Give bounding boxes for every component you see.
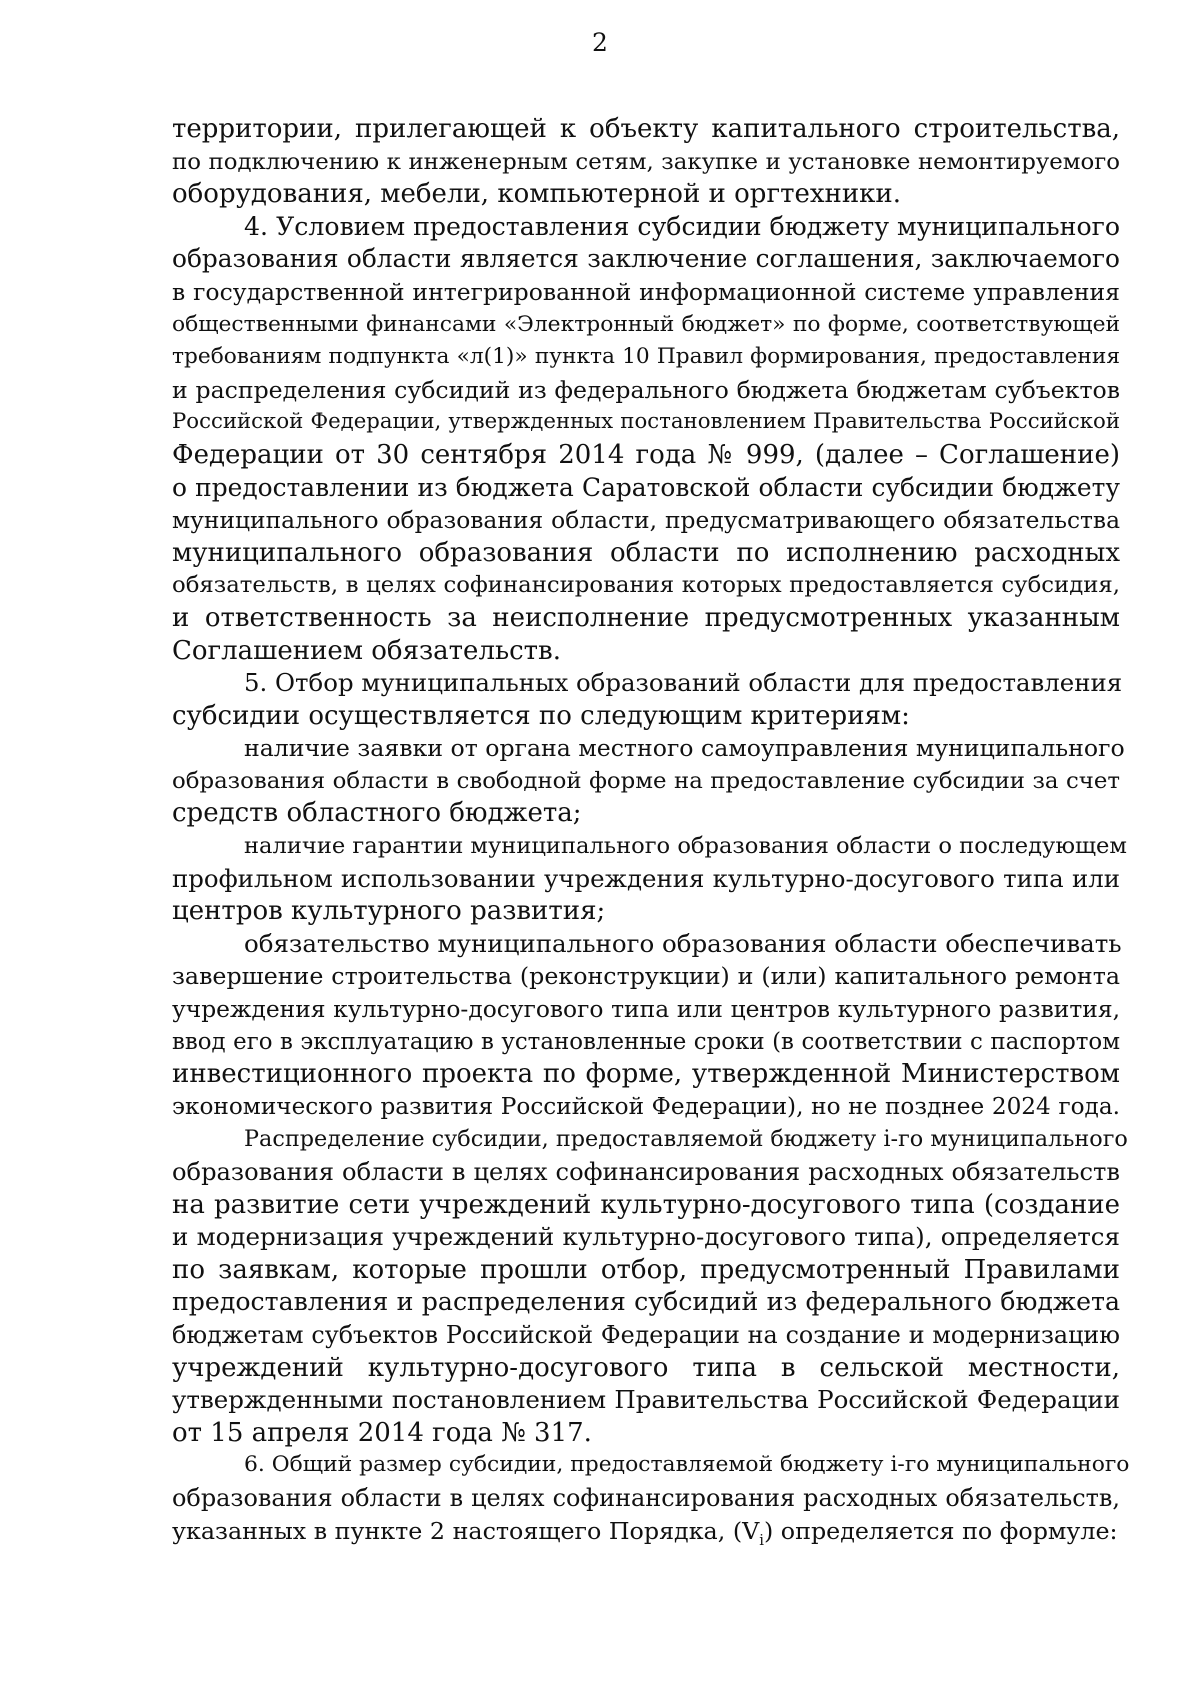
text-line: муниципального образования области, предусматривающего обязательства — [172, 506, 1120, 535]
text-line: учреждений культурно-досугового типа в сельской местности, — [172, 1352, 1120, 1383]
text-line: по подключению к инженерным сетям, закупке и установке немонтируемого — [172, 148, 1120, 175]
text-line: ввод его в эксплуатацию в установленные сроки (в соответствии с паспортом — [172, 1028, 1120, 1055]
text-line: Российской Федерации, утвержденных постановлением Правительства Российской — [172, 409, 1120, 435]
text-line: образования области является заключение соглашения, заключаемого — [172, 244, 1120, 274]
text-line: Распределение субсидии, предоставляемой бюджету i-го муниципального — [244, 1126, 1128, 1153]
text-line: образования области в свободной форме на предоставление субсидии за счет — [172, 767, 1120, 794]
document-text — [172, 113, 1130, 1549]
text-line: в государственной интегрированной информационной системе управления — [172, 277, 1120, 306]
text-line: 5. Отбор муниципальных образований области для предоставления — [244, 668, 1123, 698]
text-line: о предоставлении из бюджета Саратовской области субсидии бюджету — [172, 472, 1120, 502]
text-line: предоставления и распределения субсидий из федерального бюджета — [172, 1287, 1120, 1317]
text-line: инвестиционного проекта по форме, утвержденной Министерством — [172, 1059, 1120, 1090]
text-line: общественными финансами «Электронный бюджет» по форме, соответствующей — [172, 311, 1120, 337]
page-number: 2 — [592, 28, 608, 57]
text-line: 4. Условием предоставления субсидии бюджету муниципального — [244, 211, 1120, 241]
text-line: образования области в целях софинансирования расходных обязательств — [172, 1158, 1120, 1186]
text-line: по заявкам, которые прошли отбор, предусмотренный Правилами — [172, 1254, 1120, 1285]
text-line: и ответственность за неисполнение предусмотренных указанным — [172, 602, 1120, 633]
text-line: 6. Общий размер субсидии, предоставляемой бюджету i-го муниципального — [244, 1452, 1130, 1478]
text-line: Соглашением обязательств. — [172, 635, 561, 666]
text-line: утвержденными постановлением Правительства Российской Федерации — [172, 1385, 1120, 1415]
text-line: территории, прилегающей к объекту капитального строительства, — [172, 114, 1120, 144]
text-line: обязательство муниципального образования области обеспечивать — [244, 928, 1122, 958]
text-line: обязательств, в целях софинансирования которых предоставляется субсидия, — [172, 572, 1120, 599]
text-line: центров культурного развития; — [172, 896, 606, 927]
text-line: экономического развития Российской Федерации), но не позднее 2024 года. — [172, 1092, 1120, 1120]
text-line: субсидии осуществляется по следующим критериям: — [172, 700, 910, 731]
text-line-formula-intro — [172, 1515, 1120, 1548]
text-line: от 15 апреля 2014 года № 317. — [172, 1417, 592, 1448]
formula-intro-text-end: ) определяется по формуле: — [763, 1516, 1118, 1545]
subscript-index: i — [759, 1531, 764, 1549]
text-line: муниципального образования области по исполнению расходных — [172, 537, 1120, 568]
formula-intro-text: указанных в пункте 2 настоящего Порядка, (V — [172, 1516, 760, 1545]
text-line: требованиям подпункта «л(1)» пункта 10 Правил формирования, предоставления — [172, 344, 1120, 370]
text-line: профильном использовании учреждения культурно-досугового типа или — [172, 863, 1120, 893]
text-line: на развитие сети учреждений культурно-досугового типа (создание — [172, 1189, 1120, 1220]
text-line: и распределения субсидий из федерального бюджета бюджетам субъектов — [172, 375, 1120, 404]
text-line: завершение строительства (реконструкции) и (или) капитального ремонта — [172, 962, 1120, 991]
text-line: учреждения культурно-досугового типа или центров культурного развития, — [172, 995, 1120, 1024]
text-line: оборудования, мебели, компьютерной и оргтехники. — [172, 179, 902, 210]
text-line: и модернизация учреждений культурно-досугового типа), определяется — [172, 1222, 1120, 1252]
text-line: наличие заявки от органа местного самоуправления муниципального — [244, 734, 1125, 763]
text-line: наличие гарантии муниципального образования области о последующем — [244, 833, 1127, 860]
text-line: бюджетам субъектов Российской Федерации на создание и модернизацию — [172, 1320, 1120, 1349]
text-line: средств областного бюджета; — [172, 798, 582, 829]
text-line: Федерации от 30 сентября 2014 года № 999, (далее – Соглашение) — [172, 439, 1120, 470]
text-line: образования области в целях софинансирования расходных обязательств, — [172, 1483, 1120, 1512]
